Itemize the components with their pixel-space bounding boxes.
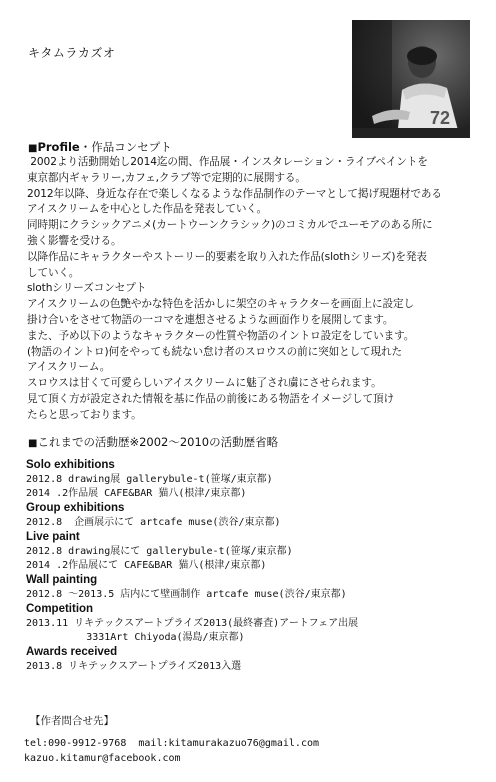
section-entry: 2013.11 リキテックスアートプライズ2013(最終審査)アートフェア出展: [26, 618, 359, 629]
profile-line: アイスクリーム。: [27, 361, 111, 374]
profile-line: slothシリーズコンセプト: [27, 282, 147, 295]
profile-body: [27, 155, 442, 424]
section-entry: 2012.8 drawing展 gallerybule-t(笹塚/東京都): [26, 474, 273, 485]
artist-name: キタムラカズオ: [28, 46, 116, 60]
profile-line: していく。: [27, 266, 80, 279]
artist-photo: [352, 20, 470, 138]
profile-heading: ■Profile・作品コンセプト: [28, 140, 172, 154]
artist-portrait-image: [352, 20, 470, 138]
history-heading: ■これまでの活動歴※2002～2010の活動歴省略: [28, 435, 279, 449]
profile-line: 2012年以降、身近な存在で楽しくなるような作品制作のテーマとして掲げ現題材である: [27, 187, 442, 200]
profile-line: 東京都内ギャラリー,カフェ,クラブ等で定期的に展開する。: [27, 171, 306, 184]
profile-line: 2002より活動開始し2014迄の間、作品展・インスタレーション・ライブペイントを: [27, 156, 428, 168]
section-entry: 2013.8 リキテックスアートプライズ2013入選: [26, 661, 242, 672]
section-entry: 2014 .2作品展にて CAFE&BAR 猫八(根津/東京都): [26, 560, 267, 571]
contact-facebook: kazuo.kitamur@facebook.com: [24, 753, 181, 764]
profile-line: 強く影響を受ける。: [27, 234, 122, 247]
profile-line: たらと思っております。: [27, 408, 142, 421]
section-entry: 2012.8 企画展示にて artcafe muse(渋谷/東京都): [26, 517, 281, 528]
section-title: Awards received: [26, 646, 118, 658]
profile-line: スロウスは甘くて可愛らしいアイスクリームに魅了され虜にさせられます。: [27, 377, 382, 390]
activity-history: [26, 458, 486, 674]
section-entry: 2012.8 drawing展にて gallerybule-t(笹塚/東京都): [26, 546, 293, 557]
section-title: Live paint: [26, 531, 80, 543]
profile-line: アイスクリームを中心とした作品を発表していく。: [27, 203, 268, 216]
profile-line: 掛け合いをさせて物語の一コマを連想させるような画面作りを展開してます。: [27, 313, 394, 326]
profile-line: 同時期にクラシックアニメ(カートウーンクラシック)のコミカルでユーモアのある所に: [27, 219, 433, 232]
square-bullet-icon: ■: [28, 143, 38, 154]
profile-line: (物語のイントロ)何をやっても続ない怠け者のスロウスの前に突如として現れた: [27, 345, 403, 358]
section-title: Group exhibitions: [26, 502, 125, 514]
profile-line: 以降作品にキャラクターやストーリー的要素を取り入れた作品(slothシリーズ)を発表: [27, 250, 427, 263]
section-entry: 3331Art Chiyoda(湯島/東京都): [26, 632, 245, 643]
contact-heading: 【作者問合せ先】: [30, 715, 114, 727]
svg-text:72: 72: [430, 108, 451, 128]
contact-tel-mail: tel:090-9912-9768 mail:kitamurakazuo76@gmail.com: [24, 738, 320, 749]
section-title: Solo exhibitions: [26, 459, 115, 471]
profile-line: アイスクリームの色艶やかな特色を活かしに架空のキャラクターを画面上に設定し: [27, 298, 414, 311]
section-title: Competition: [26, 603, 94, 615]
square-bullet-icon: ■: [28, 438, 38, 449]
section-entry: 2012.8 ～2013.5 店内にて壁画制作 artcafe muse(渋谷/東京都): [26, 589, 347, 600]
profile-line: 見て頂く方が設定された情報を基に作品の前後にある物語をイメージして頂け: [27, 392, 394, 405]
profile-line: また、予め以下のようなキャラクターの性質や物語のイントロ設定をしています。: [27, 329, 415, 342]
section-entry: 2014 .2作品展 CAFE&BAR 猫八(根津/東京都): [26, 488, 247, 499]
section-title: Wall painting: [26, 574, 98, 586]
